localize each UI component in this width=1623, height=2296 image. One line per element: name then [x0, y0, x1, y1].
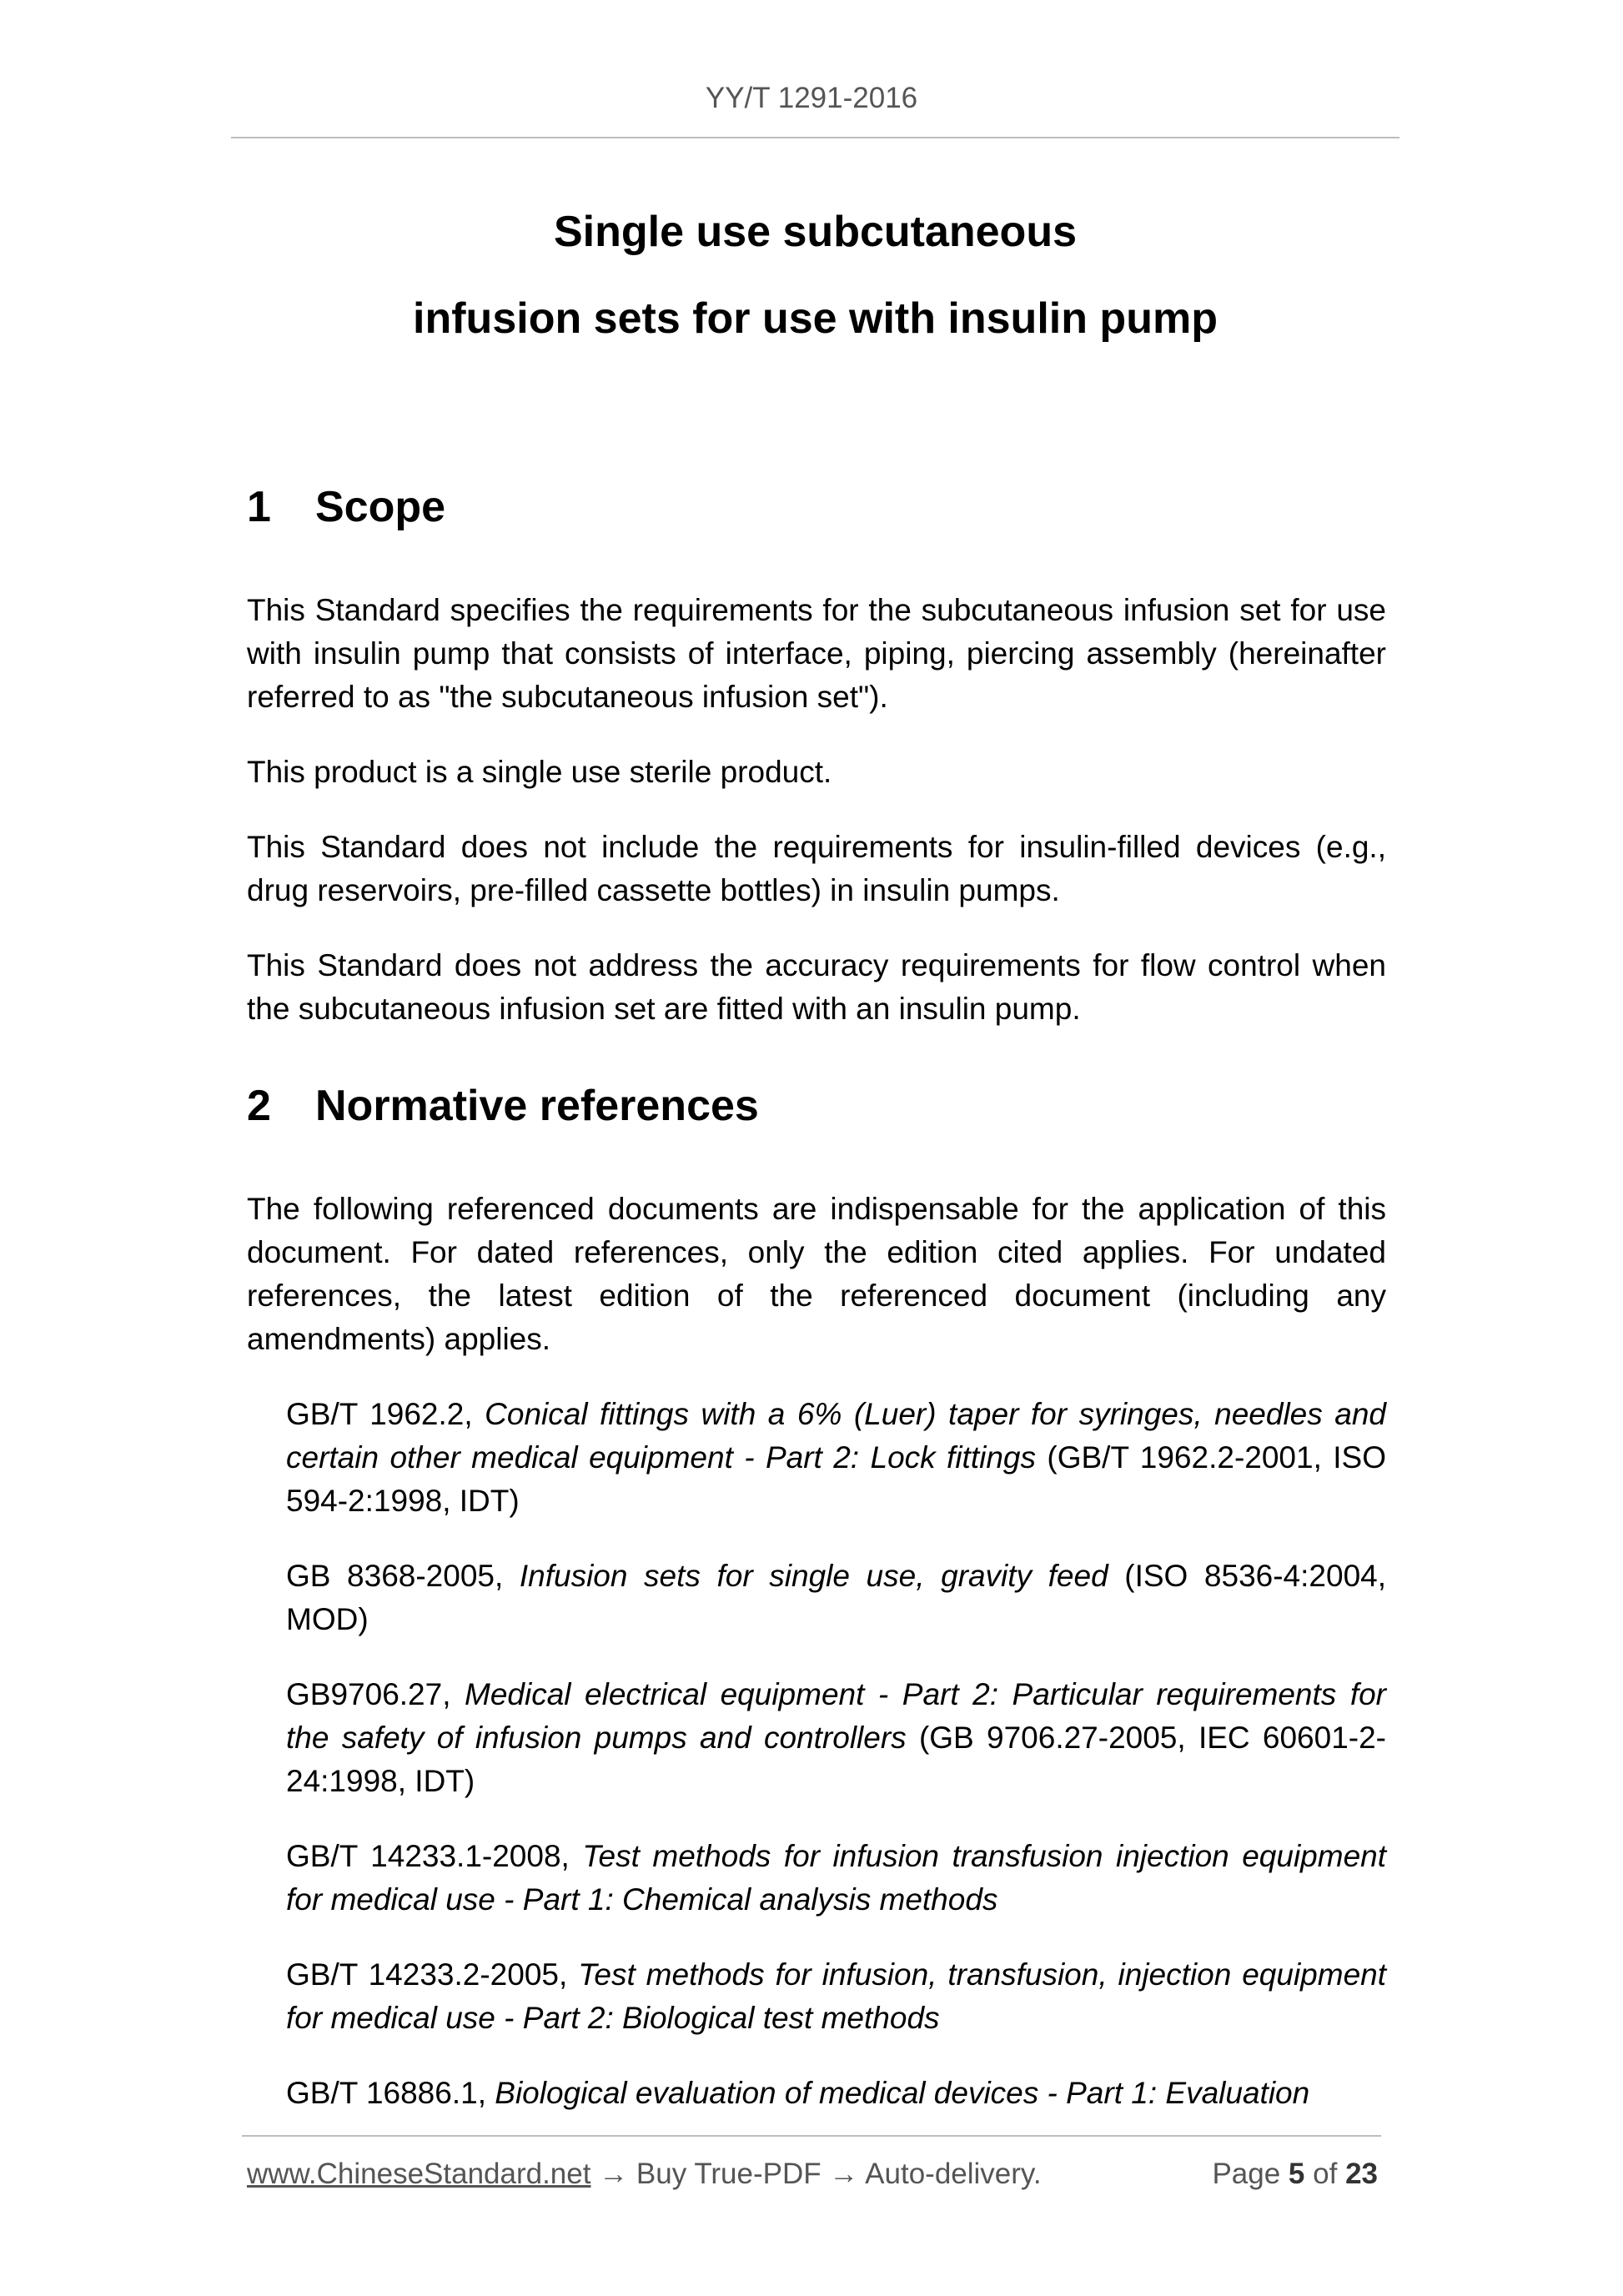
document-body [247, 467, 1386, 2115]
reference-code: GB/T 16886.1, [286, 2076, 495, 2110]
scope-paragraph: This Standard specifies the requirements for the subcutaneous infusion set for use with insulin pump that consists of interface, piping, piercing assembly (hereinafter referred to as "the subcutaneous infusion set"). [247, 593, 1386, 714]
reference-entry [286, 1953, 1386, 2040]
reference-title: Test methods for infusion, transfusion, injection equipment for medical use - Part 2: Biological test methods [286, 1957, 1387, 2035]
page-indicator [1212, 2156, 1378, 2193]
scope-paragraph: This product is a single use sterile product. [247, 755, 832, 789]
reference-entry [286, 1393, 1386, 1523]
normative-intro-paragraph: The following referenced documents are indispensable for the application of this document. For dated references, only the edition cited applies. For undated references, the latest edition of the referenced document (including any amendments) applies. [247, 1192, 1386, 1356]
footer-site-link[interactable]: www.ChineseStandard.net [247, 2158, 591, 2190]
section-title: Scope [315, 483, 446, 531]
reference-title: Infusion sets for single use, gravity feed [519, 1559, 1108, 1593]
section-heading-normative-references [247, 1066, 1386, 1146]
reference-code: GB/T 14233.1-2008, [286, 1839, 583, 1873]
reference-title: Biological evaluation of medical devices - Part 1: Evaluation [495, 2076, 1310, 2110]
reference-entry [286, 1673, 1386, 1803]
footer-divider [242, 2135, 1381, 2137]
scope-paragraph: This Standard does not include the requirements for insulin-filled devices (e.g., drug reservoirs, pre-filled cassette bottles) in insulin pumps. [247, 830, 1386, 907]
page-label: Page [1212, 2158, 1281, 2190]
reference-code: GB9706.27, [286, 1677, 465, 1711]
reference-title: Medical electrical equipment - Part 2: Particular requirements for the safety of infusion pumps and controllers [286, 1677, 1387, 1755]
section-number: 1 [247, 483, 271, 531]
reference-suffix: (GB/T 1962.2-2001, ISO 594-2:1998, IDT) [286, 1440, 1386, 1518]
section-heading-scope [247, 467, 1386, 547]
reference-entry [286, 2072, 1386, 2115]
page-total: 23 [1345, 2158, 1378, 2190]
document-title-line-1: Single use subcutaneous [553, 208, 1078, 256]
page-current: 5 [1288, 2158, 1305, 2190]
reference-code: GB 8368-2005, [286, 1559, 520, 1593]
section-number: 2 [247, 1082, 271, 1130]
reference-suffix: (GB 9706.27-2005, IEC 60601-2-24:1998, IDT) [286, 1721, 1387, 1798]
reference-entry [286, 1835, 1386, 1922]
reference-title: Test methods for infusion transfusion injection equipment for medical use - Part 1: Chemical analysis methods [286, 1839, 1387, 1917]
page-of-label: of [1313, 2158, 1338, 2190]
footer-promo-text: → Buy True-PDF → Auto-delivery. [590, 2158, 1042, 2190]
running-header: YY/T 1291-2016 [705, 82, 918, 114]
reference-title: Conical fittings with a 6% (Luer) taper for syringes, needles and certain other medical equipment - Part 2: Lock fittings [286, 1397, 1386, 1475]
reference-suffix: (ISO 8536-4:2004, MOD) [286, 1559, 1386, 1636]
reference-code: GB/T 1962.2, [286, 1397, 485, 1431]
reference-code: GB/T 14233.2-2005, [286, 1957, 579, 1992]
reference-entry [286, 1555, 1386, 1641]
section-title: Normative references [315, 1082, 759, 1130]
header-divider [231, 137, 1399, 138]
document-title [231, 188, 1399, 362]
page-footer [247, 2156, 1378, 2193]
scope-paragraph: This Standard does not address the accuracy requirements for flow control when the subcutaneous infusion set are fitted with an insulin pump. [247, 948, 1386, 1026]
document-title-line-2: infusion sets for use with insulin pump [413, 294, 1218, 343]
